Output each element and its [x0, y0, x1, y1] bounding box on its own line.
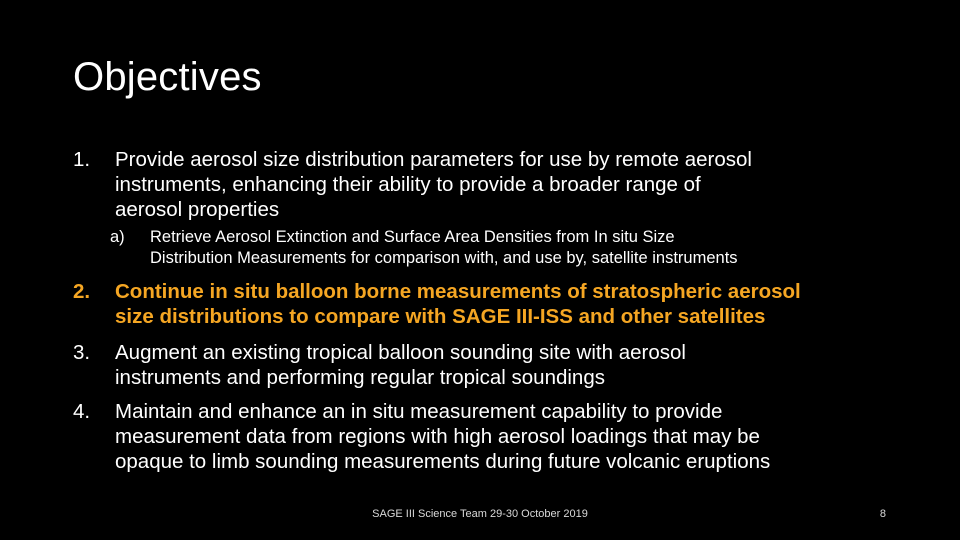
slide-footer: SAGE III Science Team 29-30 October 2019: [372, 508, 588, 520]
objective-line: Maintain and enhance an in situ measurement capability to provide: [115, 400, 723, 423]
objective-number: 1.: [73, 148, 91, 171]
objective-line: Provide aerosol size distribution parameters for use by remote aerosol: [115, 148, 752, 171]
objective-line: aerosol properties: [115, 198, 280, 221]
objective-line: opaque to limb sounding measurements during future volcanic eruptions: [115, 450, 771, 473]
slide-title: Objectives: [73, 55, 262, 99]
objective-line: instruments, enhancing their ability to provide a broader range of: [115, 173, 701, 196]
subitem-line: Retrieve Aerosol Extinction and Surface Area Densities from In situ Size: [150, 228, 675, 246]
objective-line: instruments and performing regular tropical soundings: [115, 366, 605, 389]
objective-line: size distributions to compare with SAGE III-ISS and other satellites: [115, 305, 766, 328]
objective-number: 3.: [73, 341, 91, 364]
objective-number: 4.: [73, 400, 91, 423]
objective-line: measurement data from regions with high aerosol loadings that may be: [115, 425, 760, 448]
page-number: 8: [879, 508, 886, 520]
objective-number: 2.: [73, 280, 91, 303]
subitem-label: a): [110, 228, 125, 246]
objective-line: Augment an existing tropical balloon sounding site with aerosol: [115, 341, 686, 364]
objective-line: Continue in situ balloon borne measurements of stratospheric aerosol: [115, 280, 801, 303]
subitem-line: Distribution Measurements for comparison with, and use by, satellite instruments: [150, 249, 738, 267]
